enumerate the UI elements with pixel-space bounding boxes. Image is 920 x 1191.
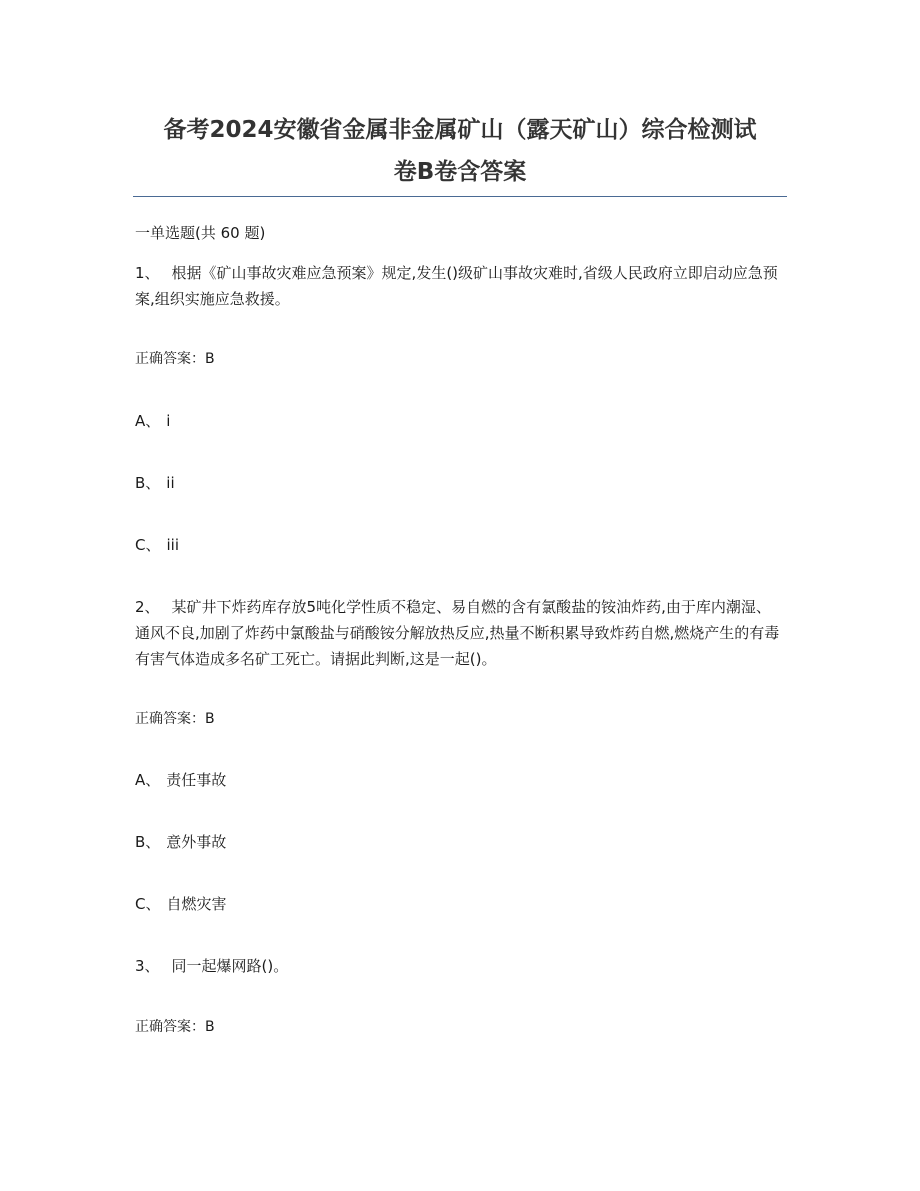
option-text: i: [166, 412, 171, 430]
question-3: [135, 953, 785, 979]
question-2-text: 某矿井下炸药库存放5吨化学性质不稳定、易自燃的含有氯酸盐的铵油炸药,由于库内潮湿、通风不良,加剧了炸药中氯酸盐与硝酸铵分解放热反应,热量不断积累导致炸药自燃,燃烧产生的有毒有害气体造成多名矿工死亡。请据此判断,这是一起()。: [135, 598, 780, 668]
question-1-option-a: [135, 408, 170, 434]
document-title-line-2: 卷B卷含答案: [393, 159, 527, 185]
question-1-text: 根据《矿山事故灾难应急预案》规定,发生()级矿山事故灾难时,省级人民政府立即启动应急预案,组织实施应急救援。: [135, 264, 778, 308]
option-label: B、: [135, 474, 161, 492]
question-1-answer: 正确答案：B: [135, 351, 215, 367]
question-3-number: 3、: [135, 957, 160, 975]
question-3-text: 同一起爆网路()。: [171, 957, 289, 975]
question-1-option-c: [135, 532, 179, 558]
option-label: A、: [135, 412, 161, 430]
option-label: C、: [135, 895, 161, 913]
question-2-option-b: [135, 829, 226, 855]
question-2: [135, 594, 785, 672]
title-divider: [133, 196, 787, 197]
option-label: B、: [135, 833, 161, 851]
option-text: 责任事故: [166, 771, 227, 789]
question-2-option-a: [135, 767, 226, 793]
option-text: 自燃灾害: [166, 895, 227, 913]
question-2-option-c: [135, 891, 227, 917]
question-1-number: 1、: [135, 264, 160, 282]
section-heading: 一单选题(共 60 题): [135, 224, 266, 242]
option-label: C、: [135, 536, 161, 554]
question-1-option-b: [135, 470, 175, 496]
question-2-answer: 正确答案：B: [135, 711, 215, 727]
option-text: iii: [166, 536, 179, 554]
question-2-number: 2、: [135, 598, 160, 616]
option-text: ii: [166, 474, 175, 492]
option-label: A、: [135, 771, 161, 789]
question-1: [135, 260, 785, 312]
question-3-answer: 正确答案：B: [135, 1019, 215, 1035]
document-title-line-1: 备考2024安徽省金属非金属矿山（露天矿山）综合检测试: [163, 117, 757, 143]
option-text: 意外事故: [166, 833, 227, 851]
